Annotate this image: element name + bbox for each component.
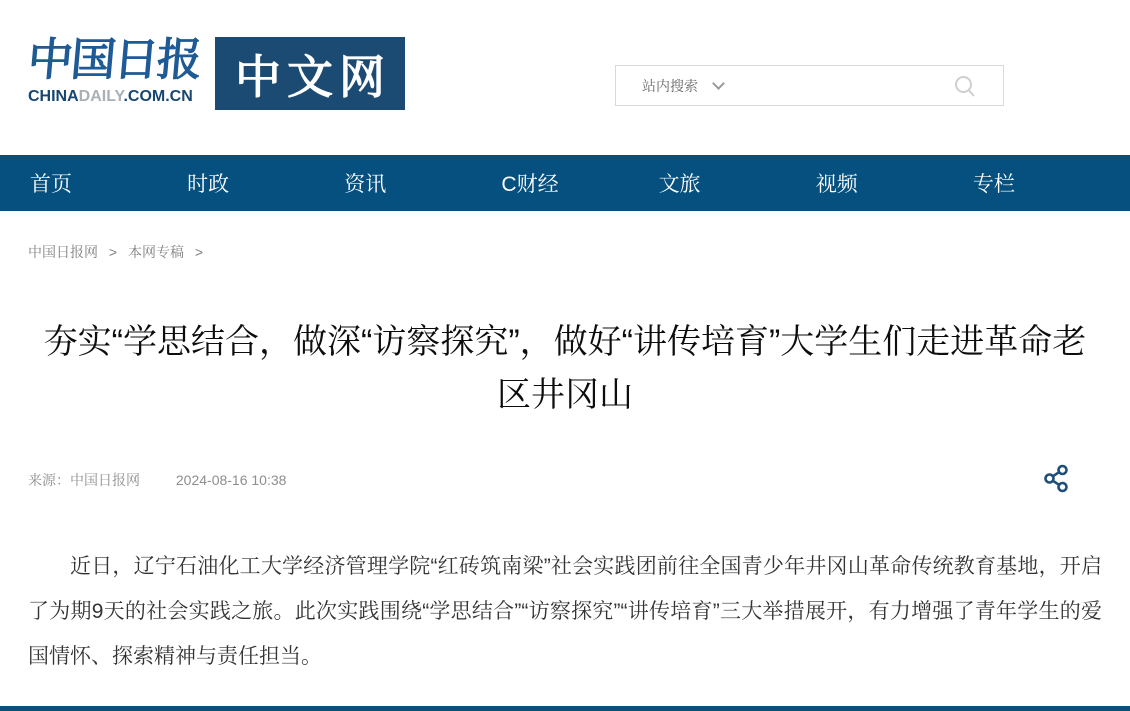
article-title: 夯实“学思结合，做深“访察探究”，做好“讲传培育”大学生们走进革命老区井冈山 xyxy=(43,323,1087,414)
chevron-down-icon[interactable] xyxy=(712,77,725,90)
logo-domain-text xyxy=(28,88,214,106)
nav-item-culture-tourism[interactable]: 文旅 xyxy=(658,173,701,196)
nav-item-news[interactable]: 资讯 xyxy=(344,173,387,196)
share-icon[interactable] xyxy=(1042,462,1072,497)
nav-item-columns[interactable]: 专栏 xyxy=(972,173,1015,196)
breadcrumb xyxy=(28,242,210,262)
nav-item-video[interactable]: 视频 xyxy=(815,173,858,196)
breadcrumb-item-site[interactable]: 中国日报网 xyxy=(28,244,98,260)
nav-item-finance[interactable]: C财经 xyxy=(501,173,559,196)
breadcrumb-separator: > xyxy=(108,244,118,260)
breadcrumb-item-section[interactable]: 本网专稿 xyxy=(127,244,184,260)
site-header xyxy=(0,0,1130,155)
article-date: 2024-08-16 10:38 xyxy=(175,472,287,488)
site-logo[interactable] xyxy=(25,34,214,106)
article-meta xyxy=(28,470,1102,500)
search-bar[interactable] xyxy=(615,65,1004,106)
logo-domain-daily: DAILY xyxy=(78,87,124,105)
logo-domain-rest: .COM.CN xyxy=(123,87,193,105)
article-paragraph: 近日，辽宁石油化工大学经济管理学院“红砖筑南梁”社会实践团前往全国青少年井冈山革命传统教育基地，开启了为期9天的社会实践之旅。此次实践围绕“学思结合”“访察探究”“讲传培育”三大举措展开，有力增强了青年学生的爱国情怀、探索精神与责任担当。 xyxy=(28,555,1102,668)
footer-bar xyxy=(0,706,1130,711)
nav-item-politics[interactable]: 时政 xyxy=(187,173,230,196)
logo-chinese-web-badge[interactable]: 中文网 xyxy=(215,37,405,110)
nav-item-home[interactable]: 首页 xyxy=(30,173,72,196)
article-source: 来源：中国日报网 xyxy=(28,472,140,488)
search-icon[interactable] xyxy=(953,74,977,98)
breadcrumb-separator: > xyxy=(194,244,204,260)
main-nav xyxy=(0,155,1130,211)
search-scope-label[interactable]: 站内搜索 xyxy=(642,77,698,94)
logo-domain-china: CHINA xyxy=(28,87,79,105)
logo-calligraphy-text: 中国日报 xyxy=(25,34,203,85)
